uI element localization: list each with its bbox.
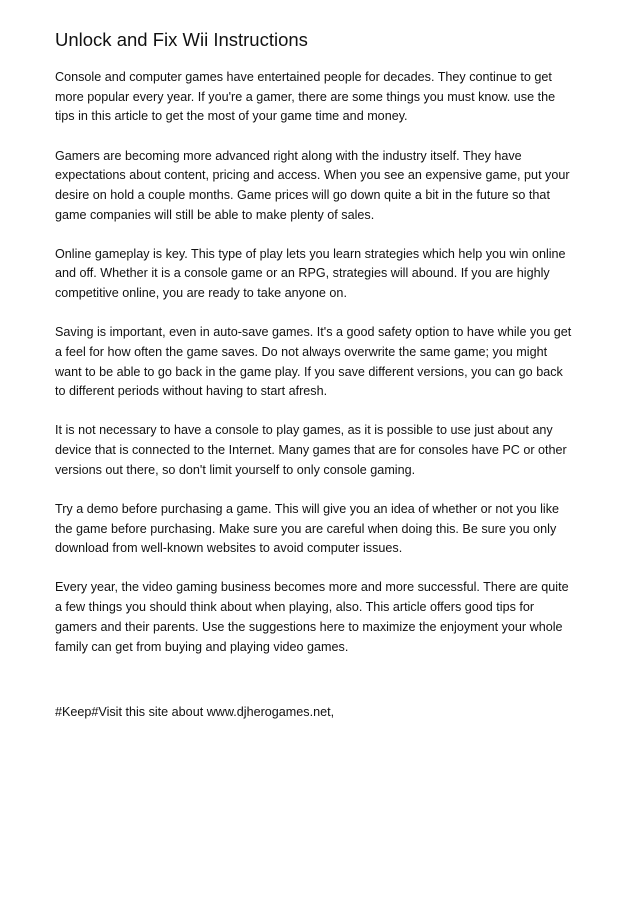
- paragraph: [55, 500, 591, 559]
- paragraph-line: want to be able to go back in the game play. If you save different versions, you can go back: [55, 364, 563, 379]
- paragraph: [55, 578, 591, 657]
- paragraph-line: download from well-known websites to avoid computer issues.: [55, 541, 403, 556]
- paragraph-line: tips in this article to get the most of your game time and money.: [55, 109, 408, 124]
- paragraph: [55, 68, 591, 127]
- page-title: Unlock and Fix Wii Instructions: [55, 29, 308, 50]
- paragraph-line: Saving is important, even in auto-save games. It's a good safety option to have while you get: [55, 325, 572, 340]
- paragraph-line: gamers and their parents. Use the suggestions here to maximize the enjoyment your whole: [55, 619, 563, 634]
- paragraph-line: a few things you should think about when playing, also. This article offers good tips for: [55, 600, 535, 615]
- paragraph: [55, 147, 591, 226]
- paragraph-line: Every year, the video gaming business becomes more and more successful. There are quite: [55, 580, 569, 595]
- paragraph-line: expectations about content, pricing and access. When you see an expensive game, put your: [55, 168, 570, 183]
- paragraph: [55, 323, 591, 402]
- paragraph-line: more popular every year. If you're a gamer, there are some things you must know. use the: [55, 89, 556, 104]
- paragraph-line: game companies will still be able to make plenty of sales.: [55, 207, 375, 222]
- paragraph-line: desire on hold a couple months. Game prices will go down quite a bit in the future so that: [55, 187, 550, 202]
- paragraph-line: to different periods without having to start afresh.: [55, 384, 328, 399]
- document-page: [55, 28, 591, 723]
- footer-link-text: #Keep#Visit this site about www.djherogames.net,: [55, 705, 335, 720]
- paragraph-line: and off. Whether it is a console game or an RPG, strategies will abound. If you are highly: [55, 266, 550, 281]
- paragraph-line: a feel for how often the game saves. Do not always overwrite the same game; you might: [55, 344, 548, 359]
- paragraph-line: Try a demo before purchasing a game. This will give you an idea of whether or not you like: [55, 501, 560, 516]
- paragraph: [55, 421, 591, 480]
- paragraph-line: competitive online, you are ready to take anyone on.: [55, 286, 347, 301]
- paragraph-line: Online gameplay is key. This type of play lets you learn strategies which help you win online: [55, 246, 566, 261]
- paragraph-line: Console and computer games have entertained people for decades. They continue to get: [55, 70, 552, 84]
- paragraph-line: Gamers are becoming more advanced right along with the industry itself. They have: [55, 148, 522, 163]
- paragraph-line: device that is connected to the Internet. Many games that are for consoles have PC or other: [55, 443, 567, 458]
- paragraph: [55, 245, 591, 304]
- article-body: [55, 68, 591, 657]
- paragraph-line: the game before purchasing. Make sure you are careful when doing this. Be sure you only: [55, 521, 557, 536]
- paragraph-line: versions out there, so don't limit yourself to only console gaming.: [55, 462, 416, 477]
- paragraph-line: family can get from buying and playing video games.: [55, 639, 349, 654]
- paragraph-line: It is not necessary to have a console to play games, as it is possible to use just about any: [55, 423, 553, 438]
